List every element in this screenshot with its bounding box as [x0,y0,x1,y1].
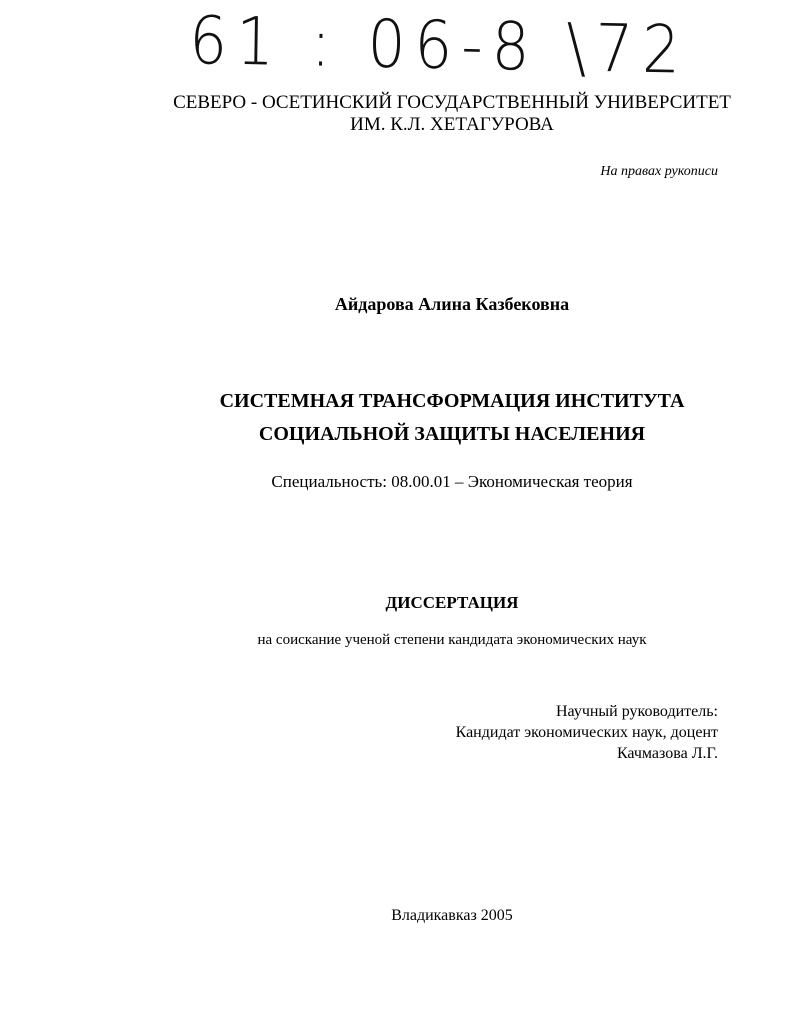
university-name: СЕВЕРО - ОСЕТИНСКИЙ ГОСУДАРСТВЕННЫЙ УНИВЕРСИТЕТ [173,92,731,113]
rights-note: На правах рукописи [600,164,718,179]
supervisor-label: Научный руководитель: [555,703,718,720]
thesis-title-line2: СОЦИАЛЬНОЙ ЗАЩИТЫ НАСЕЛЕНИЯ [258,423,646,445]
supervisor-name: Качмазова Л.Г. [616,745,718,762]
author-name: Айдарова Алина Казбековна [334,294,570,314]
thesis-title-line1: СИСТЕМНАЯ ТРАНСФОРМАЦИЯ ИНСТИТУТА [219,390,685,412]
specialty: Специальность: 08.00.01 – Экономическая теория [271,472,633,491]
supervisor-rank: Кандидат экономических наук, доцент [455,724,718,741]
handwritten-catalog-code: 61 : 06-8 \72 [188,2,690,89]
city-year: Владикавказ 2005 [391,907,513,924]
degree-statement: на соискание ученой степени кандидата экономических наук [257,632,647,648]
document-type: ДИССЕРТАЦИЯ [385,593,519,612]
university-name-line2: ИМ. К.Л. ХЕТАГУРОВА [350,114,554,135]
